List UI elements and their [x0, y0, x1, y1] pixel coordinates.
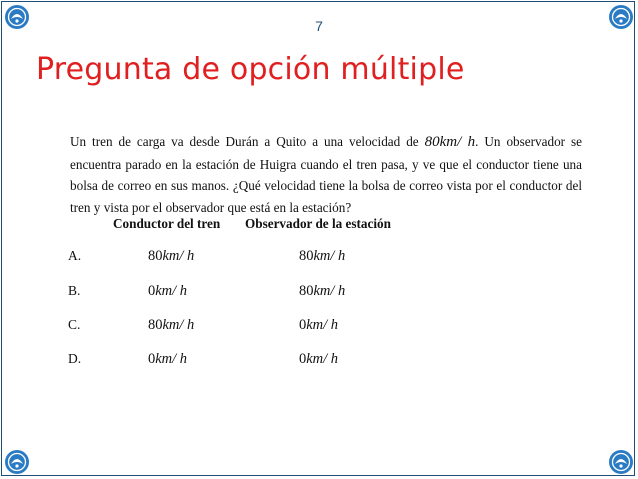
value-number: 0	[148, 283, 156, 299]
ornament-emblem-icon	[4, 449, 30, 475]
option-observador-value	[299, 351, 338, 368]
option-letter: C.	[68, 317, 81, 332]
speed-value: 80km/ h	[424, 134, 476, 150]
value-number: 80	[299, 248, 314, 264]
question-line-1	[70, 131, 582, 154]
option-letter: B.	[68, 283, 81, 298]
option-conductor-value	[148, 283, 187, 300]
option-observador-value	[299, 283, 345, 300]
question-line-1-start: Un tren de carga va desde Durán a Quito a una velocidad de	[70, 134, 425, 149]
value-unit: km/ h	[306, 351, 339, 367]
option-row-d[interactable]	[0, 351, 638, 373]
slide-title: Pregunta de opción múltiple	[36, 52, 465, 87]
option-row-a[interactable]	[0, 248, 638, 270]
value-unit: km/ h	[162, 248, 195, 264]
column-header-observador: Observador de la estación	[245, 216, 391, 231]
option-row-b[interactable]	[0, 283, 638, 305]
option-observador-value	[299, 317, 338, 334]
value-unit: km/ h	[306, 317, 339, 333]
value-unit: km/ h	[313, 283, 346, 299]
value-number: 80	[148, 317, 163, 333]
value-number: 0	[148, 351, 156, 367]
option-observador-value	[299, 248, 345, 265]
ornament-emblem-icon	[608, 449, 634, 475]
value-number: 0	[299, 351, 307, 367]
option-conductor-value	[148, 317, 194, 334]
question-line-4: tren y vista por el observador que está en la estación?	[70, 199, 352, 215]
value-number: 0	[299, 317, 307, 333]
value-unit: km/ h	[313, 248, 346, 264]
question-line-3: bolsa de correo en sus manos. ¿Qué velocidad tiene la bolsa de correo vista por el conductor del	[70, 178, 582, 193]
question-line-1-end: . Un observador se	[475, 134, 582, 149]
value-unit: km/ h	[162, 317, 195, 333]
option-letter: A.	[68, 248, 82, 263]
value-number: 80	[148, 248, 163, 264]
column-header-conductor: Conductor del tren	[113, 216, 221, 231]
value-number: 80	[299, 283, 314, 299]
slide-number: 7	[315, 18, 323, 34]
value-unit: km/ h	[155, 351, 188, 367]
value-unit: km/ h	[155, 283, 188, 299]
question-line-2: encuentra parado en la estación de Huigra cuando el tren pasa, y ve que el conductor tiene una	[70, 156, 582, 172]
option-conductor-value	[148, 248, 194, 265]
option-row-c[interactable]	[0, 317, 638, 339]
option-conductor-value	[148, 351, 187, 368]
option-letter: D.	[68, 351, 82, 366]
question-text	[70, 131, 582, 218]
